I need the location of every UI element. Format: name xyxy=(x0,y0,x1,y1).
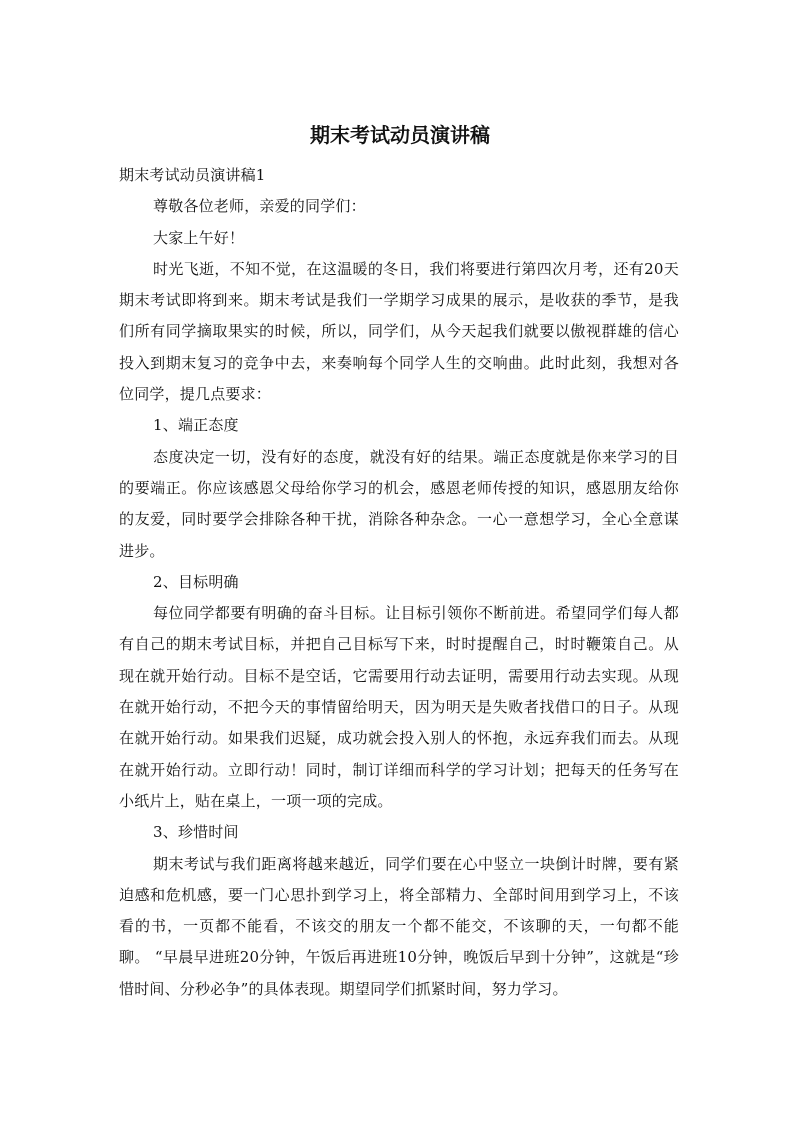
greeting-paragraph: 尊敬各位老师，亲爱的同学们： xyxy=(153,197,366,216)
document-body xyxy=(119,160,679,1005)
section-body-time: 期末考试与我们距离将越来越近，同学们要在心中竖立一块倒计时牌，要有紧迫感和危机感，要一门心思扑到学习上，将全部精力、全部时间用到学习上，不该看的书，一页都不能看，不该交的朋友一个都不能交，不该聊的天，一句都不能聊。 “早晨早进班20分钟，午饭后再进班10分钟，晚饭后早到十分钟”，这就是“珍惜时间、分秒必争”的具体表现。期望同学们抓紧时间，努力学习。 xyxy=(119,854,679,998)
section-body-attitude: 态度决定一切，没有好的态度，就没有好的结果。端正态度就是你来学习的目的要端正。你应该感恩父母给你学习的机会，感恩老师传授的知识，感恩朋友给你的友爱，同时要学会排除各种干扰，消除各种杂念。一心一意想学习，全心全意谋进步。 xyxy=(119,447,679,560)
intro-paragraph: 时光飞逝，不知不觉，在这温暖的冬日，我们将要进行第四次月考，还有20天期末考试即将到来。期末考试是我们一学期学习成果的展示，是收获的季节，是我们所有同学摘取果实的时候，所以，同学们，从今天起我们就要以傲视群雄的信心投入到期末复习的竞争中去，来奏响每个同学人生的交响曲。此时此刻，我想对各位同学，提几点要求： xyxy=(119,259,679,404)
document-subtitle: 期末考试动员演讲稿1 xyxy=(119,166,266,184)
section-body-goals: 每位同学都要有明确的奋斗目标。让目标引领你不断前进。希望同学们每人都有自己的期末考试目标，并把自己目标写下来，时时提醒自己，时时鞭策自己。从现在就开始行动。目标不是空话，它需要用行动去证明，需要用行动去实现。从现在就开始行动，不把今天的事情留给明天，因为明天是失败者找借口的日子。从现在就开始行动。如果我们迟疑，成功就会投入别人的怀抱，永远弃我们而去。从现在就开始行动。立即行动！同时，制订详细而科学的学习计划；把每天的任务写在小纸片上，贴在桌上，一项一项的完成。 xyxy=(119,604,679,810)
hello-paragraph: 大家上午好！ xyxy=(153,228,245,247)
section-heading-time: 3、珍惜时间 xyxy=(153,823,239,842)
section-heading-goals: 2、目标明确 xyxy=(153,572,239,591)
section-heading-attitude: 1、端正态度 xyxy=(153,416,239,435)
document-title: 期末考试动员演讲稿 xyxy=(310,123,490,147)
